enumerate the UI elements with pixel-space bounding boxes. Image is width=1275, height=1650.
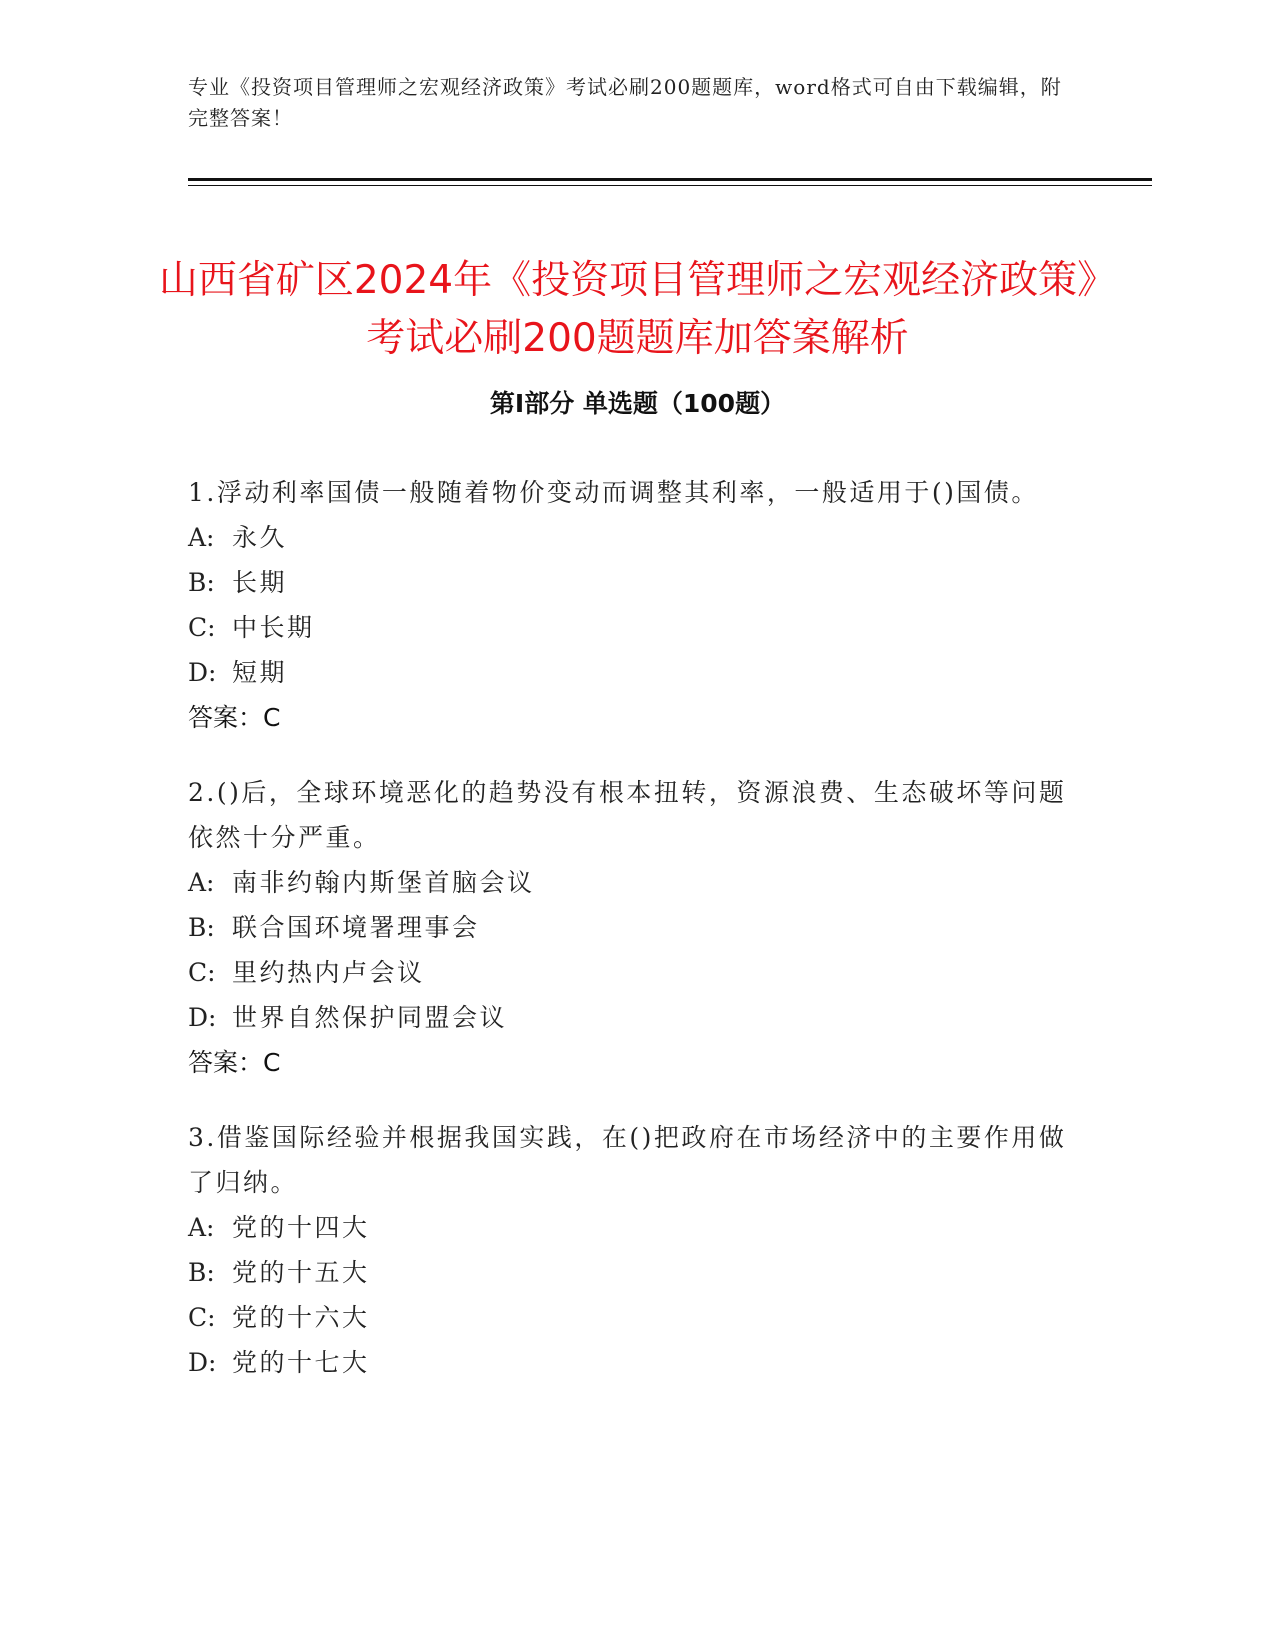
question-stem: 3.借鉴国际经验并根据我国实践，在()把政府在市场经济中的主要作用做了归纳。 bbox=[188, 1123, 1067, 1197]
option-letter: A: bbox=[188, 1213, 215, 1242]
option-b bbox=[188, 560, 1068, 605]
option-d bbox=[188, 995, 1068, 1040]
option-text: 长期 bbox=[232, 568, 288, 597]
option-text: 党的十七大 bbox=[232, 1348, 370, 1377]
option-text: 党的十六大 bbox=[232, 1303, 370, 1332]
section-heading: 第Ⅰ部分 单选题（100题） bbox=[489, 389, 786, 418]
option-letter: B: bbox=[188, 913, 215, 942]
option-letter: B: bbox=[188, 1258, 215, 1287]
option-text: 南非约翰内斯堡首脑会议 bbox=[232, 868, 535, 897]
option-d bbox=[188, 650, 1068, 695]
option-letter: A: bbox=[188, 868, 215, 897]
option-letter: D: bbox=[188, 658, 217, 687]
question-2 bbox=[188, 770, 1068, 1085]
option-letter: C: bbox=[188, 958, 216, 987]
option-text: 永久 bbox=[232, 523, 288, 552]
option-c bbox=[188, 605, 1068, 650]
question-stem: 2.()后，全球环境恶化的趋势没有根本扭转，资源浪费、生态破坏等问题依然十分严重。 bbox=[188, 778, 1067, 852]
option-d bbox=[188, 1340, 1068, 1385]
option-c bbox=[188, 1295, 1068, 1340]
option-letter: C: bbox=[188, 1303, 216, 1332]
answer: 答案：C bbox=[188, 1048, 281, 1077]
option-text: 短期 bbox=[232, 658, 288, 687]
option-text: 党的十五大 bbox=[232, 1258, 370, 1287]
option-letter: B: bbox=[188, 568, 215, 597]
question-stem: 1.浮动利率国债一般随着物价变动而调整其利率，一般适用于()国债。 bbox=[188, 478, 1039, 507]
header-rule-thin bbox=[188, 185, 1152, 186]
question-3 bbox=[188, 1115, 1068, 1385]
option-c bbox=[188, 950, 1068, 995]
header-rule-thick bbox=[188, 178, 1152, 181]
option-a bbox=[188, 1205, 1068, 1250]
option-text: 中长期 bbox=[232, 613, 315, 642]
option-b bbox=[188, 1250, 1068, 1295]
option-letter: C: bbox=[188, 613, 216, 642]
option-letter: D: bbox=[188, 1003, 217, 1032]
answer: 答案：C bbox=[188, 703, 281, 732]
header-note: 专业《投资项目管理师之宏观经济政策》考试必刷200题题库，word格式可自由下载编辑，附完整答案！ bbox=[188, 75, 1062, 130]
option-letter: D: bbox=[188, 1348, 217, 1377]
question-list bbox=[188, 470, 1068, 1415]
option-b bbox=[188, 905, 1068, 950]
option-a bbox=[188, 515, 1068, 560]
option-a bbox=[188, 860, 1068, 905]
option-text: 联合国环境署理事会 bbox=[232, 913, 480, 942]
document-title: 山西省矿区2024年《投资项目管理师之宏观经济政策》考试必刷200题题库加答案解析 bbox=[158, 258, 1117, 362]
question-1 bbox=[188, 470, 1068, 740]
option-letter: A: bbox=[188, 523, 215, 552]
option-text: 里约热内卢会议 bbox=[232, 958, 425, 987]
option-text: 党的十四大 bbox=[232, 1213, 370, 1242]
option-text: 世界自然保护同盟会议 bbox=[232, 1003, 508, 1032]
